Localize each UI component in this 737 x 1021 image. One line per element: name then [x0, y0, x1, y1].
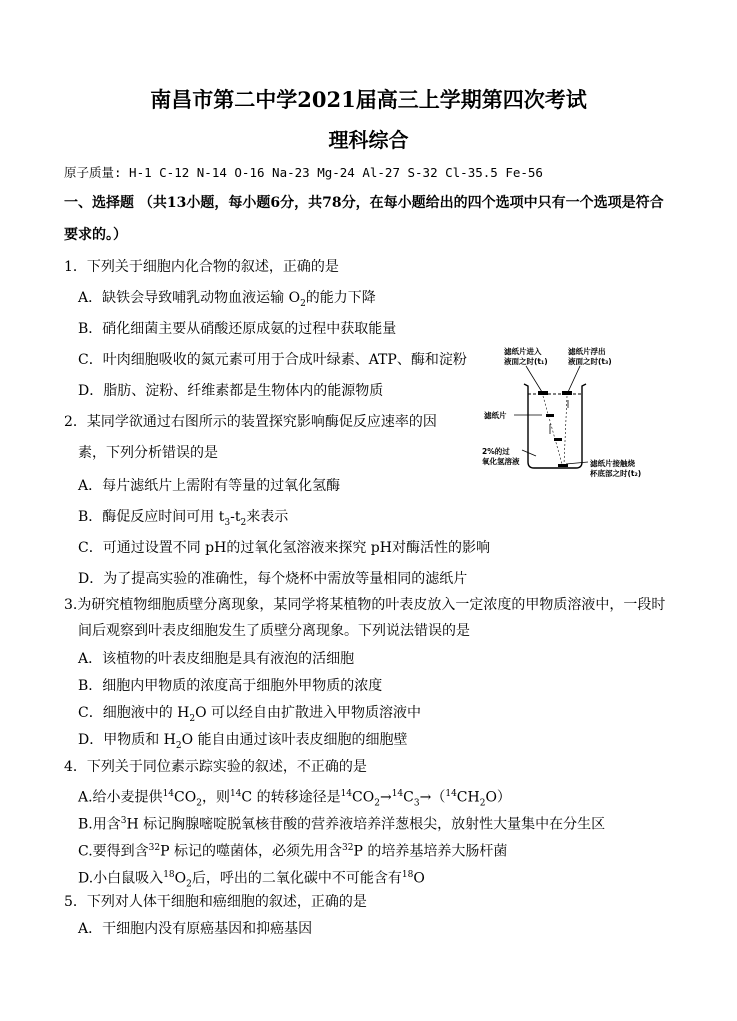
q1-stem: 1．下列关于细胞内化合物的叙述，正确的是 — [64, 259, 339, 275]
q2-stem-line1: 2．某同学欲通过右图所示的装置探究影响酶促反应速率的因 — [64, 414, 437, 430]
label-filter-paper: 滤纸片 — [484, 411, 507, 420]
q4-option-b: B.用含$^3$H 标记胸腺嘧啶脱氧核苷酸的营养液培养洋葱根尖，放射性大量集中在分生区 — [78, 816, 606, 833]
label-bottom-1: 滤纸片接触烧 — [590, 459, 635, 468]
q3-option-b: B．细胞内甲物质的浓度高于细胞外甲物质的浓度 — [78, 678, 383, 694]
q3-option-d: D．甲物质和 $H_2O$ 能自由通过该叶表皮细胞的细胞壁 — [78, 732, 408, 751]
q1-option-b: B．硝化细菌主要从硝酸还原成氨的过程中获取能量 — [78, 321, 397, 337]
label-solution-2: 氧化氢溶液 — [482, 457, 520, 466]
q5-stem: 5．下列对人体干细胞和癌细胞的叙述，正确的是 — [64, 894, 367, 910]
label-enter-2: 液面之时(t₁) — [504, 357, 548, 366]
q3-stem-line1: 3.为研究植物细胞质壁分离现象，某同学将某植物的叶表皮放入一定浓度的甲物质溶液中，一段时 — [64, 597, 666, 613]
q4-option-a: A.给小麦提供$^{14}CO_2$，则$^{14}$C 的转移途径是$^{14}CO_2\to^{14}C_3\to(^{14}CH_2O)$ — [78, 789, 511, 809]
q1-option-c: C．叶肉细胞吸收的氮元素可用于合成叶绿素、ATP、酶和淀粉 — [78, 352, 467, 368]
label-bottom-2: 杯底部之时(t₂) — [590, 469, 642, 478]
pointer-solution — [522, 450, 536, 456]
rise-path — [564, 396, 567, 464]
q2-option-c: C．可通过设置不同 pH的过氧化氢溶液来探究 pH对酶活性的影响 — [78, 540, 490, 556]
beaker-diagram — [480, 338, 680, 488]
q3-option-a: A．该植物的叶表皮细胞是具有液泡的活细胞 — [78, 651, 355, 667]
label-solution-1: 2%的过 — [482, 447, 510, 456]
q2-stem-line2: 素，下列分析错误的是 — [78, 445, 218, 461]
label-float-2: 液面之时(t₃) — [568, 357, 612, 366]
section-heading-line2: 要求的。） — [64, 227, 127, 243]
pointer-float — [568, 366, 580, 392]
label-float-1: 滤纸片浮出 — [568, 347, 606, 356]
q4-option-d: D.小白鼠吸入$^{18}O_2$后，呼出的二氧化碳中不可能含有$^{18}$O — [78, 870, 425, 890]
q2-option-b: B．酶促反应时间可用 $t_3-t_2$来表示 — [78, 509, 289, 528]
exam-title: 南昌市第二中学2021届高三上学期第四次考试 — [150, 87, 587, 112]
q3-stem-line2: 间后观察到叶表皮细胞发生了质壁分离现象。下列说法错误的是 — [78, 623, 470, 639]
filter-paper-top-right — [562, 391, 572, 395]
exam-subtitle: 理科综合 — [328, 128, 409, 152]
q2-option-a: A．每片滤纸片上需附有等量的过氧化氢酶 — [78, 478, 341, 494]
filter-paper-bottom — [558, 464, 568, 467]
section-heading-line1: 一、选择题 （共13小题，每小题6分，共78分，在每小题给出的四个选项中只有一个选项是符合 — [64, 195, 664, 211]
q1-option-d: D．脂肪、淀粉、纤维素都是生物体内的能源物质 — [78, 383, 384, 399]
q4-stem: 4．下列关于同位素示踪实验的叙述，不正确的是 — [64, 759, 367, 775]
sink-path — [543, 396, 562, 464]
q1-option-a: A．缺铁会导致哺乳动物血液运输 $O_2$的能力下降 — [78, 290, 376, 309]
q2-option-d: D．为了提高实验的准确性，每个烧杯中需放等量相同的滤纸片 — [78, 571, 468, 587]
filter-paper-middle — [546, 414, 554, 417]
filter-paper-top-left — [538, 391, 548, 395]
beaker-outline — [524, 384, 586, 468]
q4-option-c: C.要得到含$^{32}$P 标记的噬菌体，必须先用含$^{32}$P 的培养基培养大肠杆菌 — [78, 843, 508, 860]
label-enter-1: 滤纸片进入 — [504, 347, 542, 356]
atomic-mass-line: 原子质量: H-1 C-12 N-14 O-16 Na-23 Mg-24 Al-27 S-32 Cl-35.5 Fe-56 — [64, 165, 543, 180]
pointer-bottom — [566, 462, 588, 464]
q5-option-a: A．干细胞内没有原癌基因和抑癌基因 — [78, 921, 313, 937]
q3-option-c: C．细胞液中的 $H_2O$ 可以经自由扩散进入甲物质溶液中 — [78, 705, 422, 724]
